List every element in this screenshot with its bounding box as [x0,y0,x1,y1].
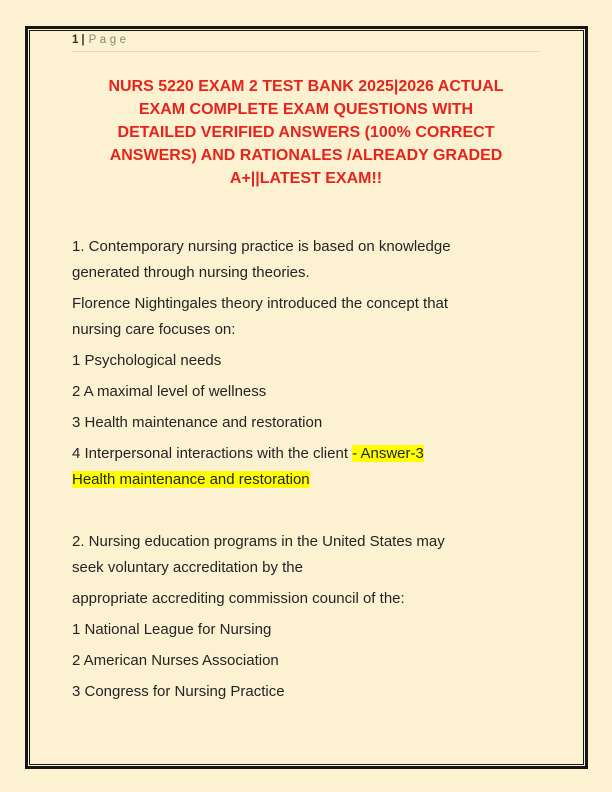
blank-paragraph [72,498,540,524]
text-segment: nursing care focuses on: [72,321,236,338]
text-segment: 1 Psychological needs [72,352,222,369]
text-line [72,617,540,643]
text-line [72,379,540,405]
question-2-option-3 [72,679,540,705]
text-segment: 1 National League for Nursing [72,621,272,638]
doc-title-line: ANSWERS) AND RATIONALES /ALREADY GRADED [109,147,503,164]
question-2-option-2 [72,648,540,674]
question-2-stem [72,529,540,581]
text-line [72,234,540,260]
text-line [72,679,540,705]
text-segment: 1. Contemporary nursing practice is based on knowledge [72,238,451,255]
text-line [72,410,540,436]
text-line [72,260,540,286]
text-segment: 4 Interpersonal interactions with the client [72,445,353,462]
text-line [72,467,540,493]
page-content [72,33,540,710]
text-segment: 2 A maximal level of wellness [72,383,267,400]
text-segment: seek voluntary accreditation by the [72,559,303,576]
doc-title-line: EXAM COMPLETE EXAM QUESTIONS WITH [138,101,474,118]
text-line [72,317,540,343]
question-1-option-1 [72,348,540,374]
text-segment: 2. Nursing education programs in the United States may [72,533,445,550]
page-number: 1 [72,34,79,46]
text-segment: 3 Congress for Nursing Practice [72,683,285,700]
text-segment: generated through nursing theories. [72,264,310,281]
text-segment: Florence Nightingales theory introduced the concept that [72,295,449,312]
question-1-prompt [72,291,540,343]
text-segment: 2 American Nurses Association [72,652,279,669]
page-header-label: Page [88,34,130,46]
text-line [72,291,540,317]
doc-title-line: A+||LATEST EXAM!! [229,170,383,187]
doc-title-line: DETAILED VERIFIED ANSWERS (100% CORRECT [117,124,495,141]
text-line [72,586,540,612]
text-segment: 3 Health maintenance and restoration [72,414,323,431]
question-2-stem-continued [72,586,540,612]
text-line [72,648,540,674]
question-1-option-4-with-answer [72,441,540,493]
text-line [72,555,540,581]
answer-highlight: - Answer-3 [352,445,424,462]
text-line [72,348,540,374]
doc-title-line: NURS 5220 EXAM 2 TEST BANK 2025|2026 ACTUAL [108,78,504,95]
text-segment: appropriate accrediting commission council of the: [72,590,405,607]
text-line [72,441,540,467]
page-header-separator: | [81,34,85,46]
doc-body [72,234,540,705]
text-line [72,529,540,555]
question-1-option-3 [72,410,540,436]
question-2-option-1 [72,617,540,643]
answer-highlight: Health maintenance and restoration [72,471,310,488]
doc-title [72,75,540,190]
question-1-option-2 [72,379,540,405]
page-header [72,33,540,52]
question-1-stem [72,234,540,286]
